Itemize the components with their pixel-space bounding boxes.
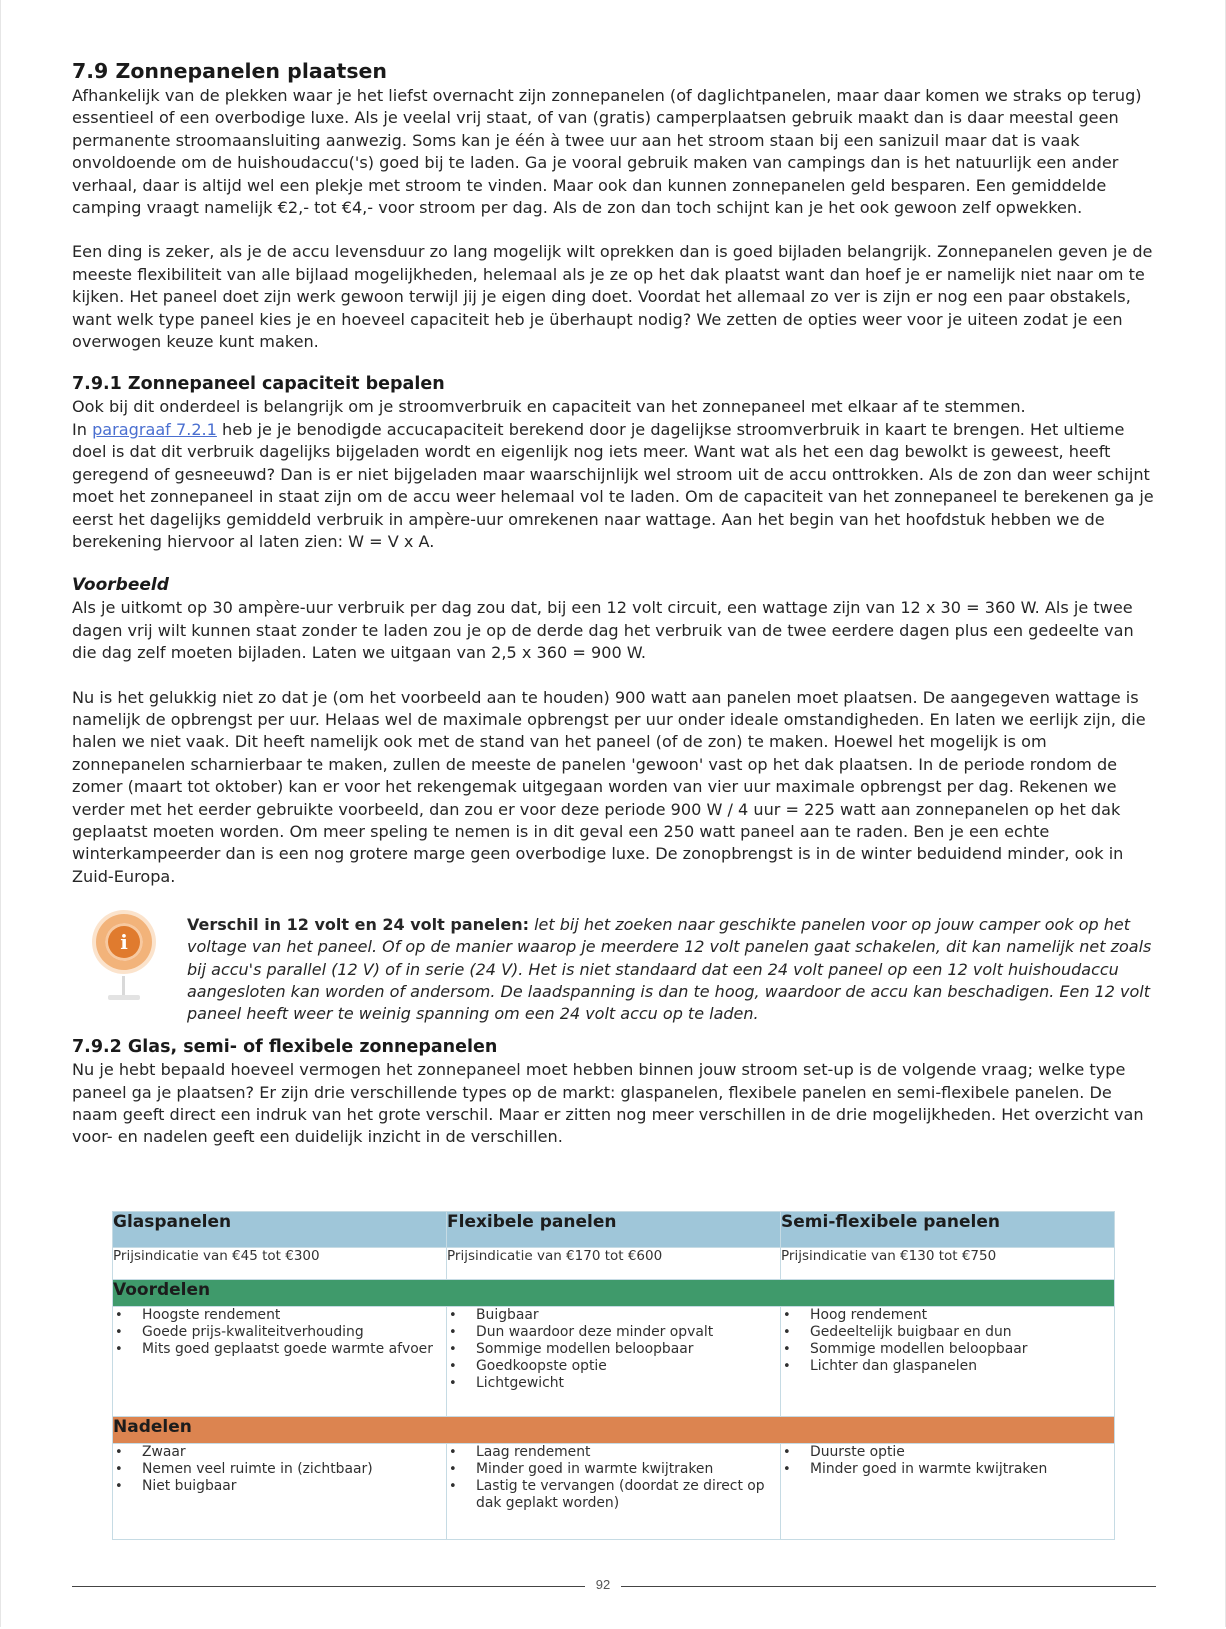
capacity-paragraph-1 — [72, 419, 1157, 553]
list-item: • Lichtgewicht — [447, 1375, 780, 1392]
disadvantages-flexible-list — [447, 1444, 780, 1512]
disadvantages-semi-flexible-list — [781, 1444, 1114, 1478]
list-item: • Buigbaar — [447, 1307, 780, 1324]
section-paragraph-2: Een ding is zeker, als je de accu levensduur zo lang mogelijk wilt oprekken dan is goed bijladen belangrijk. Zonnepanelen geven je de meeste flexibiliteit van alle bijlaad mogelijkheden, helemaal als je ze op het dak plaatst want dan hoef je er namelijk niet naar om te kijken. Het paneel doet zijn werk gewoon terwijl jij je eigen ding doet. Voordat het allemaal zo ver is zijn er nog een paar obstakels, want welk type paneel kies je en hoeveel capaciteit heb je überhaupt nodig? We zetten de opties weer voor je uiteen zodat je een overwogen keuze kunt maken. — [72, 242, 1153, 352]
section-title: 7.9 Zonnepanelen plaatsen — [72, 59, 388, 83]
list-item: • Nemen veel ruimte in (zichtbaar) — [113, 1461, 446, 1478]
list-item: • Hoogste rendement — [113, 1307, 446, 1324]
disadvantages-header-row — [113, 1417, 1115, 1444]
tip-body: let bij het zoeken naar geschikte panelen voor op jouw camper ook op het voltage van het paneel. Of op de manier waarop je meerdere 12 volt panelen gaat schakelen, dit kan namelijk net zoals bij accu's parallel (12 V) of in serie (24 V). Het is niet standaard dat een 24 volt paneel op een 12 volt huishoudaccu aangesloten kan worden of andersom. De laadspanning is dan te hoog, waardoor de accu kan beschadigen. Een 12 volt paneel heeft weer te weinig spanning om een 24 volt accu op te laden. — [187, 915, 1152, 1023]
list-item: • Dun waardoor deze minder opvalt — [447, 1324, 780, 1341]
subsection-title-panel-types: 7.9.2 Glas, semi- of flexibele zonnepanelen — [72, 1037, 498, 1058]
column-header-semi-flexible: Semi-flexibele panelen — [781, 1212, 1115, 1248]
comparison-table — [112, 1211, 1115, 1540]
advantages-semi-flexible-cell — [781, 1307, 1115, 1417]
advantages-header-row — [113, 1280, 1115, 1307]
list-item: • Goede prijs-kwaliteitverhouding — [113, 1324, 446, 1341]
advantages-glass-list — [113, 1307, 446, 1358]
disadvantages-flexible-cell — [447, 1444, 781, 1540]
advantages-flexible-cell — [447, 1307, 781, 1417]
list-item: • Minder goed in warmte kwijtraken — [447, 1461, 780, 1478]
list-item: • Gedeeltelijk buigbaar en dun — [781, 1324, 1114, 1341]
price-semi-flexible: Prijsindicatie van €130 tot €750 — [781, 1248, 1115, 1280]
advantages-glass-cell — [113, 1307, 447, 1417]
capacity-paragraph-3: Nu is het gelukkig niet zo dat je (om het voorbeeld aan te houden) 900 watt aan panelen moet plaatsen. De aangegeven wattage is namelijk de opbrengst per uur. Helaas wel de maximale opbrengst per uur onder ideale omstandigheden. En laten we eerlijk zijn, die halen we niet vaak. Dit heeft namelijk ook met de stand van het paneel (of de zon) te maken. Hoewel het mogelijk is om zonnepanelen scharnierbaar te maken, zullen de meeste de panelen 'gewoon' vast op het dak plaatsen. In de periode rondom de zomer (maart tot oktober) kan er voor het rekengemak uitgegaan worden van vier uur maximale opbrengst per dag. Rekenen we verder met het eerder gebruikte voorbeeld, dan zou er voor deze periode 900 W / 4 uur = 225 watt aan zonnepanelen op het dak geplaatst moeten worden. Om meer speling te nemen is in dit geval een 250 watt paneel aan te raden. Ben je een echte winterkampeerder dan is een nog grotere marge geen overbodige luxe. De zonopbrengst is in de winter beduidend minder, ook in Zuid-Europa. — [72, 687, 1146, 886]
page-number: 92 — [595, 1577, 611, 1592]
list-item: • Mits goed geplaatst goede warmte afvoer — [113, 1341, 446, 1358]
capacity-text-in: In — [72, 419, 93, 439]
list-item: • Lichter dan glaspanelen — [781, 1358, 1114, 1375]
list-item: • Zwaar — [113, 1444, 446, 1461]
advantages-label: Voordelen — [113, 1280, 1115, 1307]
tip-box — [72, 914, 1157, 1025]
info-icon: i — [96, 914, 152, 970]
list-item: • Lastig te vervangen (doordat ze direct op dak geplakt worden) — [447, 1478, 780, 1512]
list-item: • Laag rendement — [447, 1444, 780, 1461]
advantages-flexible-list — [447, 1307, 780, 1392]
list-item: • Sommige modellen beloopbaar — [781, 1341, 1114, 1358]
advantages-semi-flexible-list — [781, 1307, 1114, 1375]
page-content — [72, 58, 1157, 1149]
panel-types-paragraph: Nu je hebt bepaald hoeveel vermogen het zonnepaneel moet hebben binnen jouw stroom set-up is de volgende vraag; welke type paneel ga je plaatsen? Er zijn drie verschillende types op de markt: glaspanelen, flexibele panelen en semi-flexibele panelen. De naam geeft direct een indruk van het grote verschil. Maar er zitten nog meer verschillen in de drie mogelijkheden. Het overzicht van voor- en nadelen geeft een duidelijk inzicht in de verschillen. — [72, 1060, 1144, 1147]
footer-rule-left — [72, 1586, 585, 1587]
price-row — [113, 1248, 1115, 1280]
tip-text — [187, 914, 1157, 1025]
disadvantages-semi-flexible-cell — [781, 1444, 1115, 1540]
subsection-title-capacity: 7.9.1 Zonnepaneel capaciteit bepalen — [72, 374, 445, 395]
disadvantages-row — [113, 1444, 1115, 1540]
example-heading: Voorbeeld — [72, 575, 169, 596]
disadvantages-label: Nadelen — [113, 1417, 1115, 1444]
column-header-flexible: Flexibele panelen — [447, 1212, 781, 1248]
list-item: • Goedkoopste optie — [447, 1358, 780, 1375]
list-item: • Duurste optie — [781, 1444, 1114, 1461]
price-flexible: Prijsindicatie van €170 tot €600 — [447, 1248, 781, 1280]
list-item: • Hoog rendement — [781, 1307, 1114, 1324]
column-header-glass: Glaspanelen — [113, 1212, 447, 1248]
disadvantages-glass-cell — [113, 1444, 447, 1540]
section-paragraph-1: Afhankelijk van de plekken waar je het liefst overnacht zijn zonnepanelen (of daglichtpanelen, maar daar komen we straks op terug) essentieel of een overbodige luxe. Als je veelal vrij staat, of van (gratis) camperplaatsen gebruik maakt dan is daar meestal geen permanente stroomaansluiting aanwezig. Soms kan je één à twee uur aan het stroom staan bij een sanizuil maar dat is vaak onvoldoende om de huishoudaccu('s) goed bij te laden. Ga je vooral gebruik maken van campings dan is het natuurlijk een ander verhaal, daar is altijd wel een plekje met stroom te vinden. Maar ook dan kunnen zonnepanelen geld besparen. Een gemiddelde camping vraagt namelijk €2,- tot €4,- voor stroom per dag. Als de zon dan toch schijnt kan je het ook gewoon zelf opwekken. — [72, 86, 1142, 218]
price-glass: Prijsindicatie van €45 tot €300 — [113, 1248, 447, 1280]
tip-bold-label: Verschil in 12 volt en 24 volt panelen: — [187, 915, 529, 935]
list-item: • Niet buigbaar — [113, 1478, 446, 1495]
paragraph-link[interactable]: paragraaf 7.2.1 — [92, 419, 217, 439]
capacity-paragraph-1-line-1: Ook bij dit onderdeel is belangrijk om je stroomverbruik en capaciteit van het zonnepaneel met elkaar af te stemmen. — [72, 397, 1026, 417]
list-item: • Sommige modellen beloopbaar — [447, 1341, 780, 1358]
disadvantages-glass-list — [113, 1444, 446, 1495]
footer-rule-right — [621, 1586, 1156, 1587]
tip-icon-base — [108, 995, 140, 1000]
example-paragraph: Als je uitkomt op 30 ampère-uur verbruik per dag zou dat, bij een 12 volt circuit, een wattage zijn van 12 x 30 = 360 W. Als je twee dagen vrij wilt kunnen staat zonder te laden zou je op de derde dag het verbruik van de twee eerdere dagen plus een gedeelte van die dag zelf moeten bijladen. Laten we uitgaan van 2,5 x 360 = 900 W. — [72, 598, 1134, 663]
advantages-row — [113, 1307, 1115, 1417]
tip-icon-stand — [122, 976, 125, 996]
capacity-text-rest: heb je je benodigde accucapaciteit berekend door je dagelijkse stroomverbruik in kaart te brengen. Het ultieme doel is dat dit verbruik dagelijks bijgeladen wordt en eigenlijk nog iets meer. Want wat als het een dag bewolkt is geweest, heeft geregend of gesneeuwd? Dan is er niet bijgeladen maar waarschijnlijk wel stroom uit de accu onttrokken. Als de zon dan weer schijnt moet het zonnepaneel in staat zijn om de accu weer helemaal vol te laden. Om de capaciteit van het zonnepaneel te berekenen ga je eerst het dagelijks gemiddeld verbruik in ampère-uur omrekenen naar wattage. Aan het begin van het hoofdstuk hebben we de berekening hiervoor al laten zien: W = V x A. — [72, 419, 1154, 551]
list-item: • Minder goed in warmte kwijtraken — [781, 1461, 1114, 1478]
table-header-row — [113, 1212, 1115, 1248]
